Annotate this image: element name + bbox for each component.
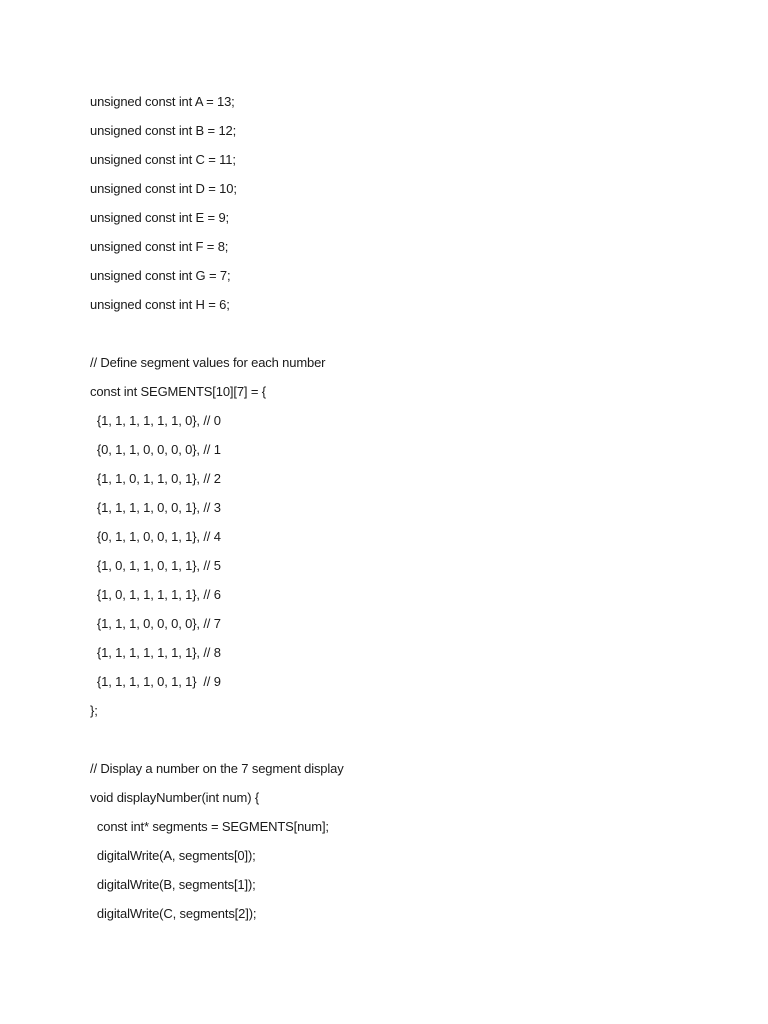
code-line: const int SEGMENTS[10][7] = { — [90, 384, 266, 399]
code-line: {1, 1, 1, 1, 1, 1, 1}, // 8 — [90, 645, 221, 660]
code-line: unsigned const int D = 10; — [90, 181, 237, 196]
code-line: {1, 1, 1, 1, 0, 1, 1} // 9 — [90, 674, 221, 689]
code-line: unsigned const int F = 8; — [90, 239, 229, 254]
code-line: {1, 1, 1, 1, 1, 1, 0}, // 0 — [90, 413, 221, 428]
code-line: {1, 0, 1, 1, 1, 1, 1}, // 6 — [90, 587, 221, 602]
code-line: {0, 1, 1, 0, 0, 0, 0}, // 1 — [90, 442, 221, 457]
code-line: unsigned const int B = 12; — [90, 123, 237, 138]
code-line: digitalWrite(C, segments[2]); — [90, 906, 257, 921]
code-line: // Define segment values for each number — [90, 355, 326, 370]
code-listing — [90, 91, 344, 932]
blank-line — [90, 729, 344, 758]
code-line: {1, 1, 1, 0, 0, 0, 0}, // 7 — [90, 616, 221, 631]
code-line: {1, 1, 0, 1, 1, 0, 1}, // 2 — [90, 471, 221, 486]
code-line: const int* segments = SEGMENTS[num]; — [90, 819, 329, 834]
code-line: {0, 1, 1, 0, 0, 1, 1}, // 4 — [90, 529, 221, 544]
code-line: unsigned const int C = 11; — [90, 152, 236, 167]
code-line: {1, 1, 1, 1, 0, 0, 1}, // 3 — [90, 500, 221, 515]
code-line: unsigned const int H = 6; — [90, 297, 230, 312]
code-line: // Display a number on the 7 segment display — [90, 761, 344, 776]
code-line: digitalWrite(A, segments[0]); — [90, 848, 256, 863]
code-line: digitalWrite(B, segments[1]); — [90, 877, 256, 892]
code-line: unsigned const int A = 13; — [90, 94, 235, 109]
code-line: }; — [90, 703, 98, 718]
code-line: unsigned const int E = 9; — [90, 210, 229, 225]
blank-line — [90, 323, 344, 352]
code-line: unsigned const int G = 7; — [90, 268, 231, 283]
code-line: {1, 0, 1, 1, 0, 1, 1}, // 5 — [90, 558, 221, 573]
code-line: void displayNumber(int num) { — [90, 790, 260, 805]
